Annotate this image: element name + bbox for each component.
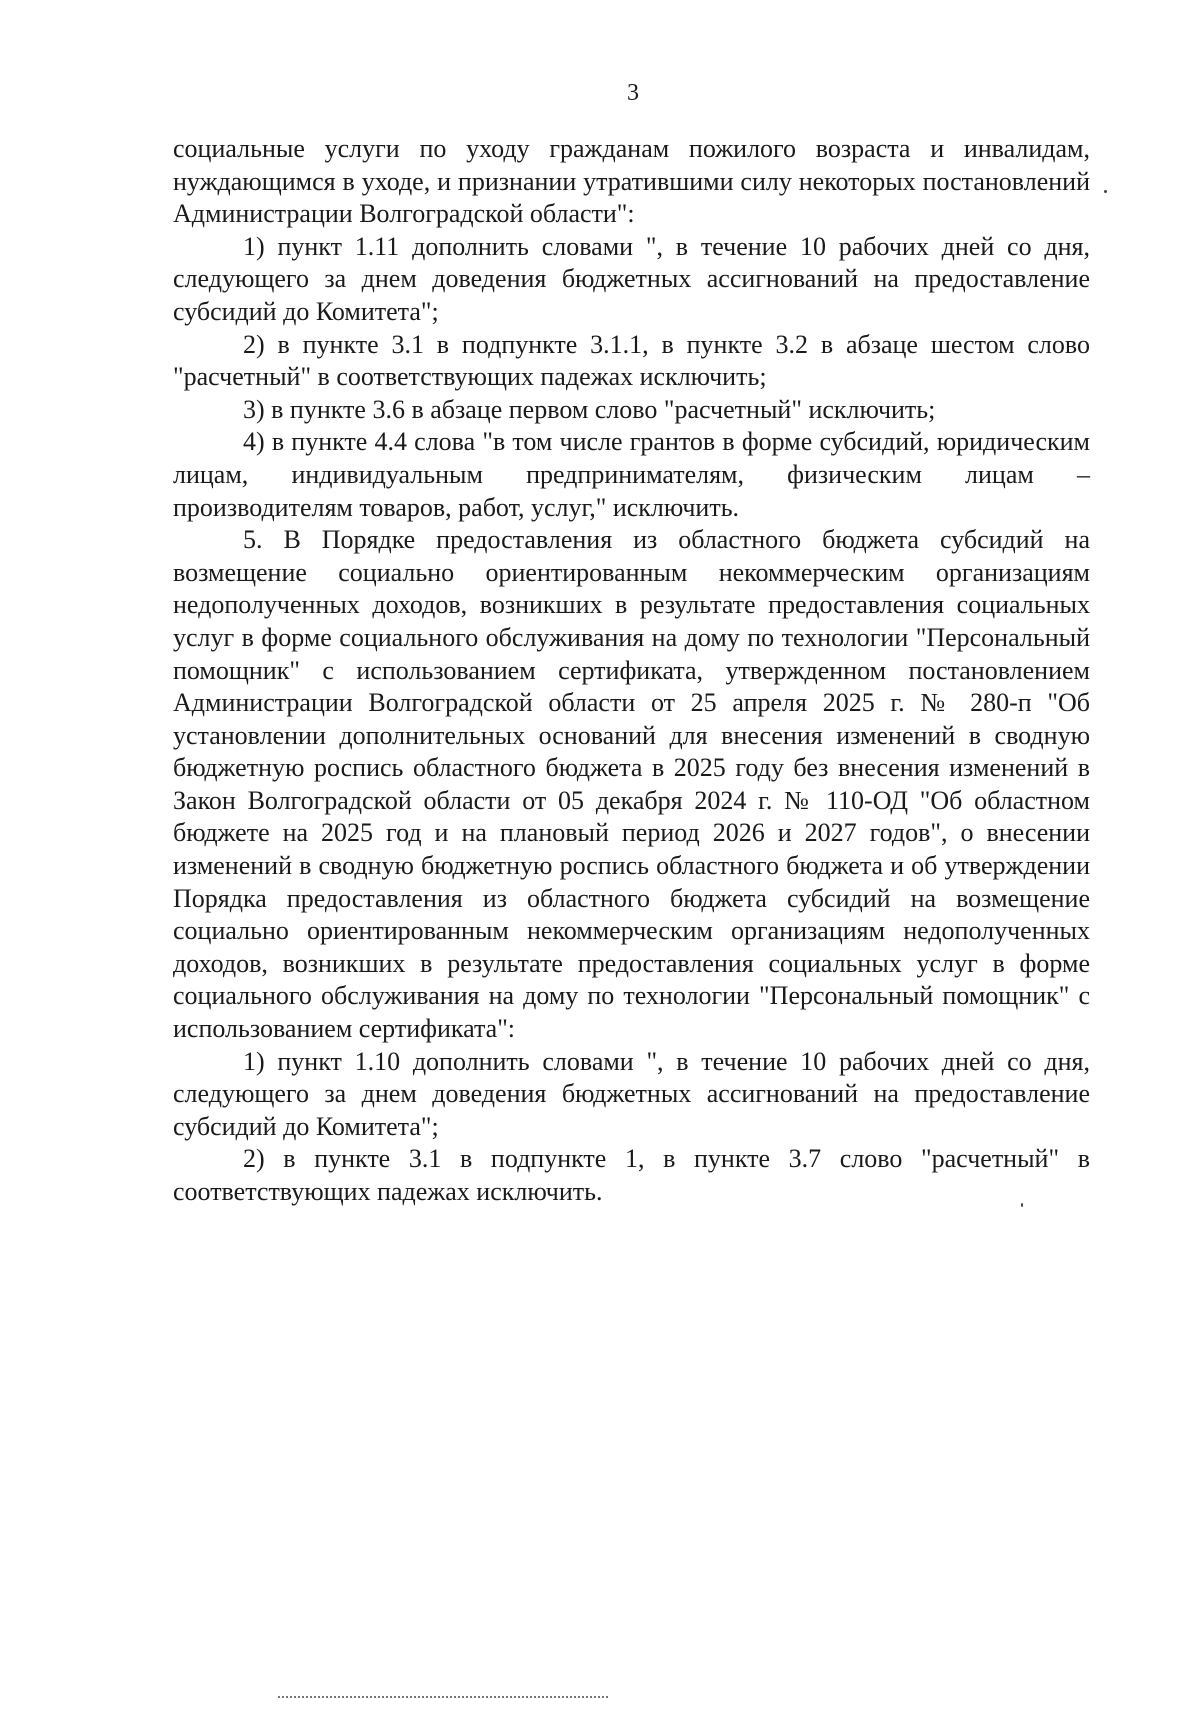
paragraph-item-4-4: 4) в пункте 4.4 слова "в том числе грантов в форме субсидий, юридическим лицам, индивидуальным предпринимателям, физическим лицам – производителям товаров, работ, услуг," исключить. [173, 427, 1090, 522]
paragraph-item-5-2: 2) в пункте 3.1 в подпункте 1, в пункте 3.7 слово "расчетный" в соответствующих падежах исключить. [173, 1144, 1090, 1206]
page-number: 3 [627, 80, 639, 106]
scan-speck [1021, 1203, 1023, 1207]
paragraph-section-5: 5. В Порядке предоставления из областного бюджета субсидий на возмещение социально ориентированным некоммерческим организациям недополученных доходов, возникших в результате предоставления социальных услуг в форме социального обслуживания на дому по технологии "Персональный помощник" с использованием сертификата, утвержденном постановлением Администрации Волгоградской области от 25 апреля 2025 г. № 280-п "Об установлении дополнительных оснований для внесения изменений в сводную бюджетную роспись областного бюджета в 2025 году без внесения изменений в Закон Волгоградской области от 05 декабря 2024 г. № 110-ОД "Об областном бюджете на 2025 год и на плановый период 2026 и 2027 годов", о внесении изменений в сводную бюджетную роспись областного бюджета и об утверждении Порядка предоставления из областного бюджета субсидий на возмещение социально ориентированным некоммерческим организациям недополученных доходов, возникших в результате предоставления социальных услуг в форме социального обслуживания на дому по технологии "Персональный помощник" с использованием сертификата": [173, 525, 1090, 1044]
paragraph-item-5-1: 1) пункт 1.10 дополнить словами ", в течение 10 рабочих дней со дня, следующего за днем доведения бюджетных ассигнований на предоставление субсидий до Комитета"; [173, 1046, 1090, 1141]
paragraph-item-4-2: 2) в пункте 3.1 в подпункте 3.1.1, в пункте 3.2 в абзаце шестом слово "расчетный" в соответствующих падежах исключить; [173, 329, 1090, 392]
paragraph-continuation: социальные услуги по уходу гражданам пожилого возраста и инвалидам, нуждающимся в уходе, и признании утратившими силу некоторых постановлений Администрации Волгоградской области": [173, 134, 1090, 229]
document-body [173, 133, 1090, 1209]
paragraph-item-4-3: 3) в пункте 3.6 в абзаце первом слово "расчетный" исключить; [243, 394, 936, 424]
scan-speck [1104, 190, 1107, 193]
paragraph-item-4-1: 1) пункт 1.11 дополнить словами ", в течение 10 рабочих дней со дня, следующего за днем доведения бюджетных ассигнований на предоставление субсидий до Комитета"; [173, 231, 1090, 326]
scan-edge-line [278, 1696, 608, 1698]
